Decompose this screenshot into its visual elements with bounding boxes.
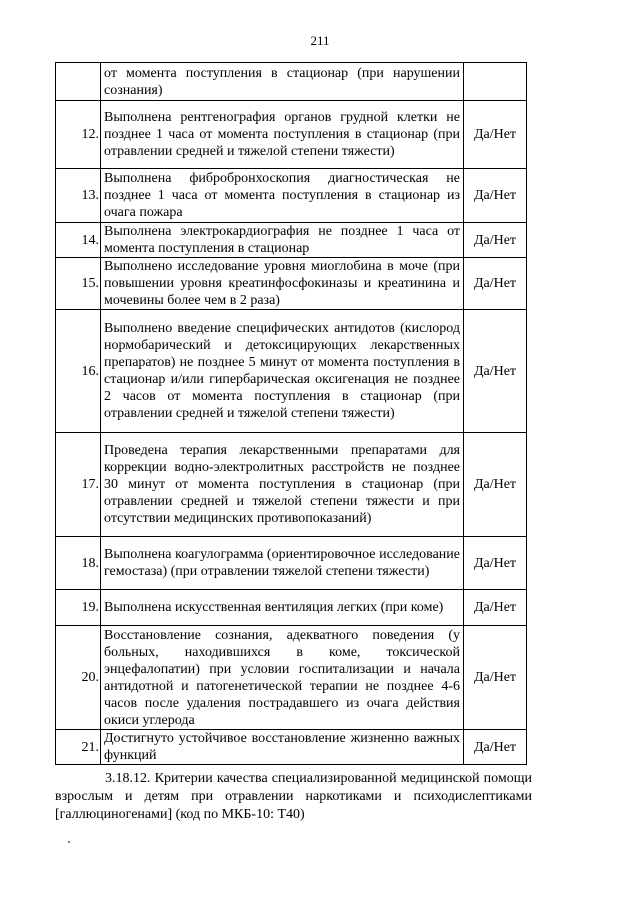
answer-cell xyxy=(464,63,527,101)
scan-speck xyxy=(68,841,70,843)
criterion-text: Восстановление сознания, адекватного поведения (у больных, находившихся в коме, токсической энцефалопатии) при условии госпитализации и начала антидотной и патогенетической терапии не позднее 4-6 часов после удаления пострадавшего из очага действия окиси углерода xyxy=(101,626,464,730)
row-number: 15. xyxy=(56,258,101,310)
answer-cell: Да/Нет xyxy=(464,730,527,765)
row-number: 16. xyxy=(56,310,101,433)
row-number: 20. xyxy=(56,626,101,730)
row-number: 17. xyxy=(56,433,101,537)
answer-cell: Да/Нет xyxy=(464,223,527,258)
answer-cell: Да/Нет xyxy=(464,626,527,730)
section-paragraph xyxy=(55,770,532,824)
criterion-text: Выполнено введение специфических антидотов (кислород нормобарический и детоксицирующих лекарственных препаратов) не позднее 5 минут от момента поступления в стационар и/или гипербарическая оксигенация не позднее 2 часов от момента поступления в стационар (при отравлении средней и тяжелой степени тяжести) xyxy=(101,310,464,433)
table-row xyxy=(56,433,527,537)
row-number: 12. xyxy=(56,101,101,169)
criterion-text: Выполнена коагулограмма (ориентировочное исследование гемостаза) (при отравлении тяжелой степени тяжести) xyxy=(101,537,464,590)
table-row xyxy=(56,63,527,101)
page-number: 211 xyxy=(310,33,330,48)
table-row xyxy=(56,626,527,730)
quality-criteria-table xyxy=(55,62,527,765)
criterion-text: от момента поступления в стационар (при нарушении сознания) xyxy=(101,63,464,101)
answer-cell: Да/Нет xyxy=(464,169,527,223)
criterion-text: Выполнена фибробронхоскопия диагностическая не позднее 1 часа от момента поступления в стационар из очага пожара xyxy=(101,169,464,223)
row-number: 14. xyxy=(56,223,101,258)
section-paragraph-text: 3.18.12. Критерии качества специализированной медицинской помощи взрослым и детям при отравлении наркотиками и психодислептиками [галлюциногенами] (код по МКБ-10: Т40) xyxy=(55,771,532,822)
criterion-text: Достигнуто устойчивое восстановление жизненно важных функций xyxy=(101,730,464,765)
table-row xyxy=(56,537,527,590)
answer-cell: Да/Нет xyxy=(464,310,527,433)
row-number xyxy=(56,63,101,101)
table-row xyxy=(56,169,527,223)
criterion-text: Выполнена рентгенография органов грудной клетки не позднее 1 часа от момента поступления в стационар (при отравлении средней и тяжелой степени тяжести) xyxy=(101,101,464,169)
row-number: 13. xyxy=(56,169,101,223)
answer-cell: Да/Нет xyxy=(464,258,527,310)
row-number: 18. xyxy=(56,537,101,590)
answer-cell: Да/Нет xyxy=(464,590,527,626)
row-number: 19. xyxy=(56,590,101,626)
table-row xyxy=(56,223,527,258)
criterion-text: Выполнено исследование уровня миоглобина в моче (при повышении уровня креатинфосфокиназы и креатинина и мочевины более чем в 2 раза) xyxy=(101,258,464,310)
row-number: 21. xyxy=(56,730,101,765)
criterion-text: Выполнена искусственная вентиляция легких (при коме) xyxy=(101,590,464,626)
table-row xyxy=(56,101,527,169)
table-row xyxy=(56,258,527,310)
criterion-text: Проведена терапия лекарственными препаратами для коррекции водно-электролитных расстройств не позднее 30 минут от момента поступления в стационар (при отравлении средней и тяжелой степени тяжести и при отсутствии медицинских противопоказаний) xyxy=(101,433,464,537)
table-row xyxy=(56,310,527,433)
table-row xyxy=(56,590,527,626)
answer-cell: Да/Нет xyxy=(464,433,527,537)
answer-cell: Да/Нет xyxy=(464,101,527,169)
criterion-text: Выполнена электрокардиография не позднее 1 часа от момента поступления в стационар xyxy=(101,223,464,258)
table-row xyxy=(56,730,527,765)
answer-cell: Да/Нет xyxy=(464,537,527,590)
